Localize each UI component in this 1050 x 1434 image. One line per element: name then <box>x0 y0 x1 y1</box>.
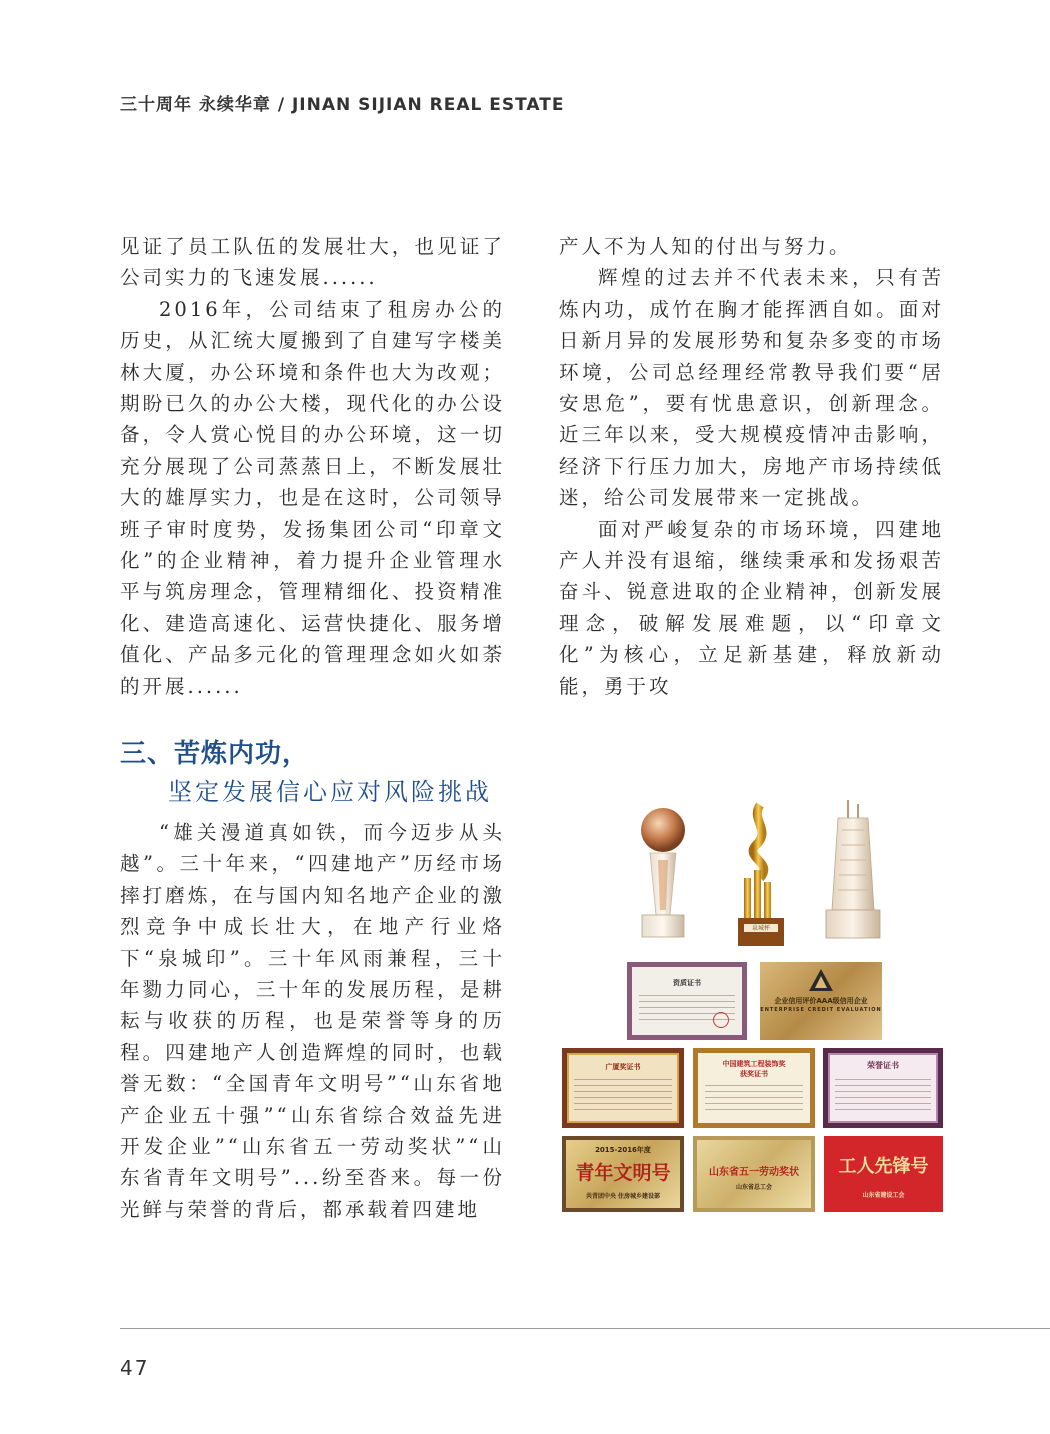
paragraph: 产人不为人知的付出与努力。 <box>559 235 852 258</box>
section-subheading: 坚定发展信心应对风险挑战 <box>168 778 492 806</box>
credit-plaque-title: 企业信用评价AAA级信用企业 <box>774 997 868 1005</box>
credit-plaque-subtitle: ENTERPRISE CREDIT EVALUATION <box>760 1007 882 1013</box>
plaque-title: 青年文明号 <box>575 1162 671 1184</box>
certificate-title: 中国建筑工程装饰奖 <box>722 1060 786 1068</box>
crystal-building-trophy <box>818 800 888 945</box>
bottom-text-column <box>120 817 505 1225</box>
section-heading: 三、苦炼内功， <box>120 739 310 769</box>
credit-evaluation-plaque <box>760 962 882 1040</box>
china-construction-award-certificate <box>693 1048 815 1128</box>
may-first-labor-plaque <box>693 1136 815 1212</box>
plaque-issuer: 山东省建设工会 <box>862 1192 905 1199</box>
trophy-plaque-label: 泉城杯 <box>751 925 770 932</box>
certificate-title: 广厦奖证书 <box>605 1063 641 1071</box>
globe-trophy <box>628 805 698 945</box>
honor-certificate <box>823 1048 943 1128</box>
paragraph: “雄关漫道真如铁，而今迈步从头越”。三十年来，“四建地产”历经市场摔打磨炼，在与国内知名地产企业的激烈竞争中成长壮大，在地产行业烙下“泉城印”。三十年风雨兼程，三十年勠力同心，三十年的发展历程，是耕耘与收获的历程，也是荣誉等身的历程。四建地产人创造辉煌的同时，也载誉无数：“全国青年文明号”“山东省地产企业五十强”“山东省综合效益先进开发企业”“山东省五一劳动奖状”“山东省青年文明号”...纷至沓来。每一份光鲜与荣誉的背后，都承载着四建地 <box>120 821 505 1221</box>
paragraph: 辉煌的过去并不代表未来，只有苦炼内功，成竹在胸才能挥洒自如。面对日新月异的发展形势和复杂多变的市场环境，公司总经理经常教导我们要“居安思危”，要有忧患意识，创新理念。近三年以来，受大规模疫情冲击影响，经济下行压力加大，房地产市场持续低迷，给公司发展带来一定挑战。 <box>559 266 944 510</box>
worker-pioneer-plaque <box>824 1136 943 1212</box>
certificate-subtitle: 获奖证书 <box>740 1070 768 1078</box>
plaque-title: 工人先锋号 <box>838 1156 929 1177</box>
page-number: 47 <box>120 1356 150 1380</box>
footer-divider <box>120 1328 1050 1329</box>
youth-civilization-plaque <box>562 1136 684 1212</box>
certificate-title: 资质证书 <box>673 979 701 987</box>
running-header: 三十周年 永续华章 / JINAN SIJIAN REAL ESTATE <box>120 95 565 115</box>
guangsha-award-certificate <box>562 1048 684 1128</box>
right-text-column <box>559 231 944 702</box>
plaque-year: 2015-2016年度 <box>595 1146 651 1154</box>
plaque-issuer: 共青团中央 住房城乡建设部 <box>585 1193 661 1200</box>
left-text-column <box>120 231 505 702</box>
paragraph: 面对严峻复杂的市场环境，四建地产人并没有退缩，继续秉承和发扬艰苦奋斗、锐意进取的企业精神，创新发展理念，破解发展难题，以“印章文化”为核心，立足新基建，释放新动能，勇于攻 <box>559 517 944 698</box>
plaque-title: 山东省五一劳动奖状 <box>709 1167 799 1178</box>
paragraph: 见证了员工队伍的发展壮大，也见证了公司实力的飞速发展...... <box>120 235 505 290</box>
triangle-logo-icon <box>808 968 834 992</box>
certificate-title: 荣誉证书 <box>867 1061 899 1070</box>
paragraph: 2016年，公司结束了租房办公的历史，从汇统大厦搬到了自建写字楼美林大厦，办公环境和条件也大为改观；期盼已久的办公大楼，现代化的办公设备，令人赏心悦目的办公环境，这一切充分展现了公司蒸蒸日上，不断发展壮大的雄厚实力，也是在这时，公司领导班子审时度势，发扬集团公司“印章文化”的企业精神，着力提升企业管理水平与筑房理念，管理精细化、投资精准化、建造高速化、运营快捷化、服务增值化、产品多元化的管理理念如火如荼的开展...... <box>120 297 505 698</box>
qualification-certificate <box>627 962 747 1040</box>
plaque-issuer: 山东省总工会 <box>735 1184 772 1191</box>
